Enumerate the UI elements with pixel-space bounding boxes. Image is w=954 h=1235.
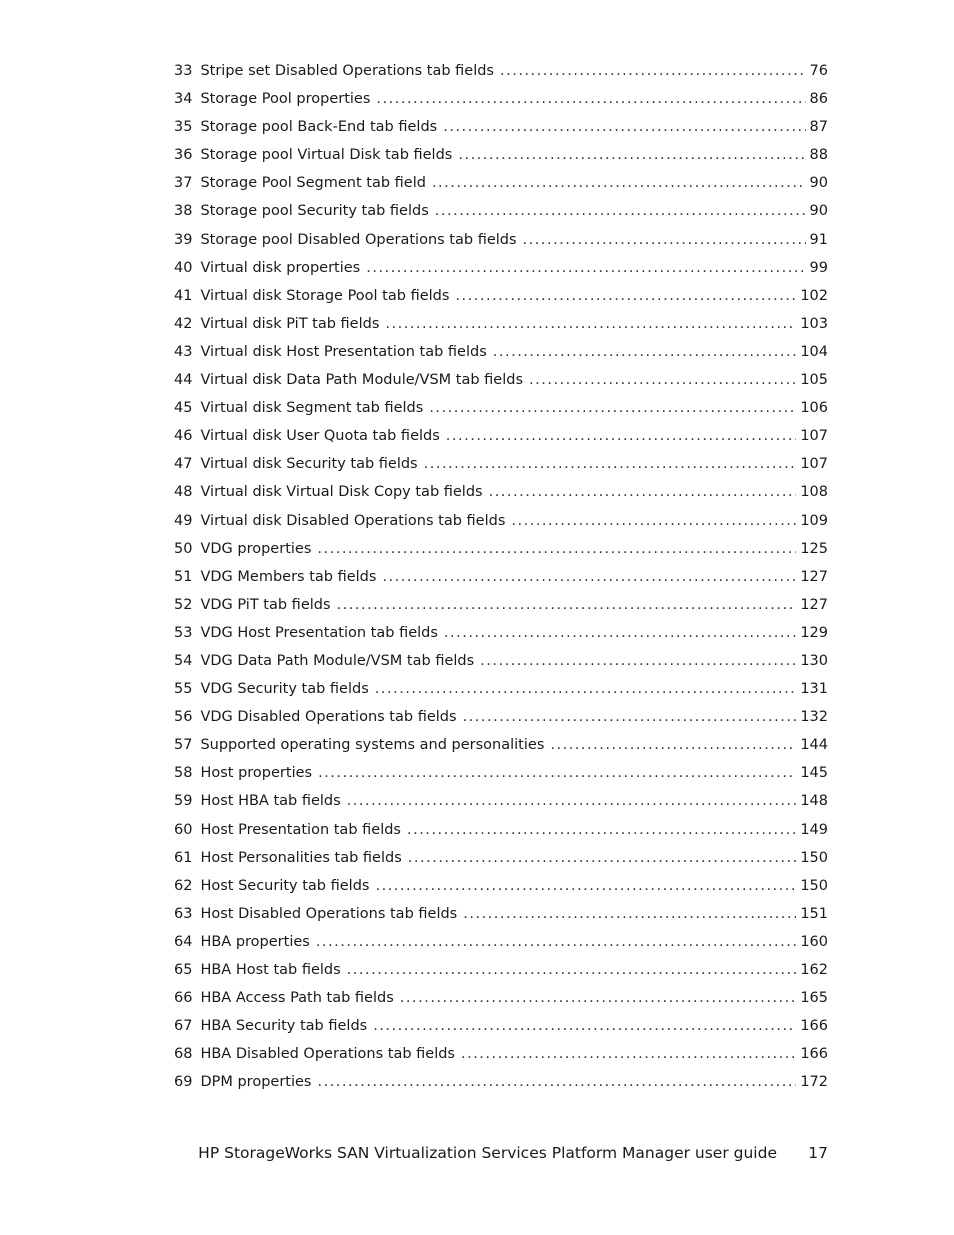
dot-leader <box>523 226 806 254</box>
entry-title: VDG properties <box>200 540 312 557</box>
dot-leader <box>376 85 805 113</box>
entry-title: VDG Disabled Operations tab fields <box>200 709 457 726</box>
entry-number: 53 <box>174 624 193 641</box>
toc-entry[interactable] <box>174 816 828 844</box>
entry-page-number: 149 <box>800 821 828 838</box>
dot-leader <box>347 956 797 984</box>
toc-entry[interactable] <box>174 1012 828 1040</box>
toc-entry[interactable] <box>174 619 828 647</box>
entry-page-number: 151 <box>800 905 828 922</box>
dot-leader <box>317 1068 796 1096</box>
entry-title: Virtual disk Segment tab fields <box>200 400 424 417</box>
entry-number: 47 <box>174 456 193 473</box>
entry-number: 60 <box>174 821 193 838</box>
dot-leader <box>407 816 796 844</box>
dot-leader <box>435 197 806 225</box>
toc-entry[interactable] <box>174 422 828 450</box>
entry-number: 61 <box>174 849 193 866</box>
toc-entry[interactable] <box>174 197 828 225</box>
toc-entry[interactable] <box>174 731 828 759</box>
entry-number: 62 <box>174 877 193 894</box>
toc-entry[interactable] <box>174 535 828 563</box>
entry-number: 54 <box>174 652 193 669</box>
toc-entry[interactable] <box>174 57 828 85</box>
entry-page-number: 148 <box>800 793 828 810</box>
entry-page-number: 76 <box>809 63 828 79</box>
toc-entry[interactable] <box>174 787 828 815</box>
dot-leader <box>511 507 796 535</box>
toc-entry[interactable] <box>174 226 828 254</box>
entry-number: 33 <box>174 63 193 79</box>
entry-title: Storage pool Security tab fields <box>200 203 429 220</box>
entry-title: Supported operating systems and personalities <box>200 737 545 754</box>
toc-entry[interactable] <box>174 928 828 956</box>
entry-number: 55 <box>174 681 193 698</box>
dot-leader <box>444 619 796 647</box>
table-of-figures-list <box>174 57 828 1096</box>
entry-number: 38 <box>174 203 193 220</box>
toc-entry[interactable] <box>174 759 828 787</box>
toc-entry[interactable] <box>174 450 828 478</box>
entry-number: 45 <box>174 400 193 417</box>
dot-leader <box>461 1040 796 1068</box>
entry-title: Storage Pool Segment tab field <box>200 175 426 192</box>
entry-page-number: 145 <box>800 765 828 782</box>
toc-entry[interactable] <box>174 1068 828 1096</box>
entry-number: 56 <box>174 709 193 726</box>
entry-page-number: 108 <box>800 484 828 501</box>
toc-entry[interactable] <box>174 844 828 872</box>
entry-number: 65 <box>174 962 193 978</box>
entry-page-number: 91 <box>809 231 828 248</box>
entry-title: Storage pool Back-End tab fields <box>200 119 438 136</box>
entry-number: 67 <box>174 1018 193 1035</box>
toc-entry[interactable] <box>174 507 828 535</box>
entry-page-number: 172 <box>800 1074 828 1091</box>
toc-entry[interactable] <box>174 478 828 506</box>
entry-page-number: 160 <box>800 933 828 950</box>
dot-leader <box>347 787 797 815</box>
entry-number: 49 <box>174 512 193 529</box>
toc-entry[interactable] <box>174 254 828 282</box>
entry-page-number: 105 <box>800 372 828 389</box>
entry-number: 40 <box>174 259 193 276</box>
entry-number: 36 <box>174 147 193 164</box>
entry-page-number: 90 <box>809 175 828 192</box>
entry-page-number: 125 <box>800 540 828 557</box>
entry-number: 59 <box>174 793 193 810</box>
entry-title: Virtual disk Data Path Module/VSM tab fields <box>200 372 524 389</box>
dot-leader <box>463 703 797 731</box>
entry-page-number: 88 <box>809 147 828 164</box>
entry-number: 64 <box>174 933 193 950</box>
toc-entry[interactable] <box>174 85 828 113</box>
entry-title: HBA Host tab fields <box>200 962 341 978</box>
dot-leader <box>366 254 805 282</box>
entry-title: Stripe set Disabled Operations tab fields <box>200 63 494 79</box>
entry-number: 69 <box>174 1074 193 1091</box>
dot-leader <box>316 928 796 956</box>
entry-title: Storage pool Virtual Disk tab fields <box>200 147 453 164</box>
entry-number: 46 <box>174 428 193 445</box>
toc-entry[interactable] <box>174 113 828 141</box>
entry-title: HBA Security tab fields <box>200 1018 368 1035</box>
entry-page-number: 127 <box>800 596 828 613</box>
entry-page-number: 107 <box>800 428 828 445</box>
entry-number: 58 <box>174 765 193 782</box>
entry-title: VDG PiT tab fields <box>200 596 331 613</box>
entry-number: 57 <box>174 737 193 754</box>
entry-page-number: 166 <box>800 1046 828 1063</box>
dot-leader <box>493 338 797 366</box>
dot-leader <box>446 422 797 450</box>
entry-page-number: 131 <box>800 681 828 698</box>
toc-entry[interactable] <box>174 141 828 169</box>
entry-title: Host Personalities tab fields <box>200 849 402 866</box>
entry-number: 39 <box>174 231 193 248</box>
entry-title: VDG Members tab fields <box>200 568 377 585</box>
entry-page-number: 87 <box>809 119 828 136</box>
entry-page-number: 165 <box>800 990 828 1007</box>
toc-entry[interactable] <box>174 984 828 1012</box>
toc-entry[interactable] <box>174 872 828 900</box>
dot-leader <box>463 900 796 928</box>
toc-entry[interactable] <box>174 1040 828 1068</box>
dot-leader <box>529 366 796 394</box>
toc-entry[interactable] <box>174 647 828 675</box>
footer-page-number: 17 <box>808 1144 828 1162</box>
dot-leader <box>382 563 796 591</box>
entry-title: HBA Disabled Operations tab fields <box>200 1046 455 1063</box>
entry-title: Virtual disk Security tab fields <box>200 456 418 473</box>
toc-entry[interactable] <box>174 366 828 394</box>
dot-leader <box>317 535 796 563</box>
dot-leader <box>489 478 797 506</box>
entry-title: Host Presentation tab fields <box>200 821 401 838</box>
entry-number: 68 <box>174 1046 193 1063</box>
toc-entry[interactable] <box>174 310 828 338</box>
entry-number: 66 <box>174 990 193 1007</box>
entry-title: VDG Host Presentation tab fields <box>200 624 438 641</box>
entry-number: 63 <box>174 905 193 922</box>
entry-page-number: 150 <box>800 849 828 866</box>
entry-title: Virtual disk Disabled Operations tab fields <box>200 512 506 529</box>
dot-leader <box>480 647 796 675</box>
entry-title: Host Security tab fields <box>200 877 370 894</box>
entry-title: Virtual disk PiT tab fields <box>200 315 380 332</box>
dot-leader <box>458 141 805 169</box>
entry-page-number: 106 <box>800 400 828 417</box>
entry-page-number: 162 <box>800 962 828 978</box>
footer-document-title: HP StorageWorks SAN Virtualization Services Platform Manager user guide <box>198 1144 777 1162</box>
entry-title: Storage Pool properties <box>200 91 371 108</box>
dot-leader <box>455 282 796 310</box>
entry-number: 37 <box>174 175 193 192</box>
entry-title: Host properties <box>200 765 313 782</box>
dot-leader <box>408 844 797 872</box>
dot-leader <box>550 731 796 759</box>
entry-page-number: 130 <box>800 652 828 669</box>
entry-page-number: 144 <box>800 737 828 754</box>
entry-page-number: 103 <box>800 315 828 332</box>
dot-leader <box>432 169 806 197</box>
entry-page-number: 86 <box>809 91 828 108</box>
dot-leader <box>375 872 796 900</box>
entry-page-number: 150 <box>800 877 828 894</box>
entry-title: DPM properties <box>200 1074 312 1091</box>
entry-number: 43 <box>174 343 193 360</box>
entry-title: VDG Data Path Module/VSM tab fields <box>200 652 475 669</box>
entry-title: Virtual disk Virtual Disk Copy tab fields <box>200 484 483 501</box>
entry-number: 35 <box>174 119 193 136</box>
entry-page-number: 104 <box>800 343 828 360</box>
dot-leader <box>337 591 797 619</box>
entry-page-number: 99 <box>809 259 828 276</box>
dot-leader <box>375 675 797 703</box>
entry-number: 41 <box>174 287 193 304</box>
entry-title: VDG Security tab fields <box>200 681 369 698</box>
dot-leader <box>400 984 797 1012</box>
toc-entry[interactable] <box>174 703 828 731</box>
entry-title: Host HBA tab fields <box>200 793 341 810</box>
toc-entry[interactable] <box>174 169 828 197</box>
dot-leader <box>373 1012 796 1040</box>
toc-entry[interactable] <box>174 563 828 591</box>
toc-entry[interactable] <box>174 900 828 928</box>
dot-leader <box>385 310 796 338</box>
entry-title: Virtual disk Storage Pool tab fields <box>200 287 450 304</box>
entry-page-number: 132 <box>800 709 828 726</box>
entry-title: HBA properties <box>200 933 310 950</box>
dot-leader <box>318 759 796 787</box>
entry-title: Storage pool Disabled Operations tab fields <box>200 231 517 248</box>
entry-title: Host Disabled Operations tab fields <box>200 905 458 922</box>
toc-entry[interactable] <box>174 394 828 422</box>
entry-number: 48 <box>174 484 193 501</box>
entry-number: 44 <box>174 372 193 389</box>
entry-title: Virtual disk Host Presentation tab fields <box>200 343 487 360</box>
entry-title: Virtual disk User Quota tab fields <box>200 428 440 445</box>
entry-page-number: 129 <box>800 624 828 641</box>
entry-title: HBA Access Path tab fields <box>200 990 394 1007</box>
entry-page-number: 90 <box>809 203 828 220</box>
dot-leader <box>443 113 805 141</box>
toc-entry[interactable] <box>174 338 828 366</box>
dot-leader <box>500 57 806 85</box>
toc-entry[interactable] <box>174 591 828 619</box>
entry-page-number: 166 <box>800 1018 828 1035</box>
entry-number: 52 <box>174 596 193 613</box>
entry-number: 34 <box>174 91 193 108</box>
entry-page-number: 102 <box>800 287 828 304</box>
toc-entry[interactable] <box>174 282 828 310</box>
entry-page-number: 127 <box>800 568 828 585</box>
entry-page-number: 109 <box>800 512 828 529</box>
toc-entry[interactable] <box>174 675 828 703</box>
entry-page-number: 107 <box>800 456 828 473</box>
entry-title: Virtual disk properties <box>200 259 361 276</box>
entry-number: 50 <box>174 540 193 557</box>
toc-entry[interactable] <box>174 956 828 984</box>
entry-number: 42 <box>174 315 193 332</box>
dot-leader <box>424 450 797 478</box>
entry-number: 51 <box>174 568 193 585</box>
dot-leader <box>429 394 796 422</box>
